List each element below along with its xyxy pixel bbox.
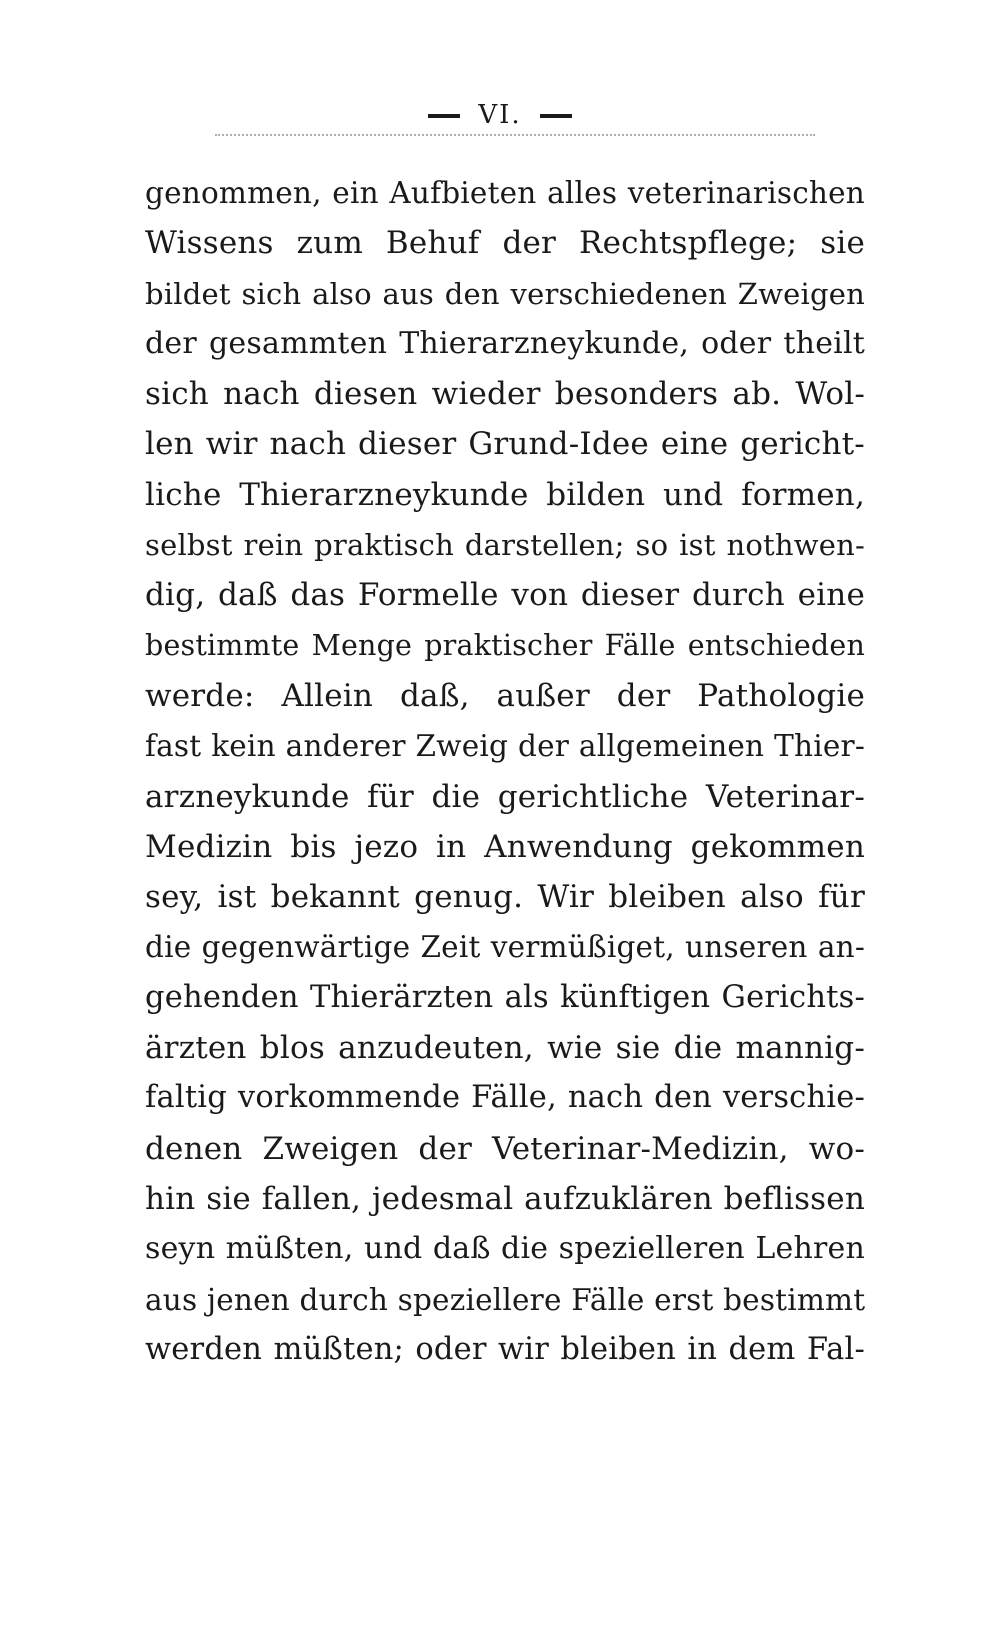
header-dash-left	[428, 114, 460, 118]
text-line: len wir nach dieser Grund-Idee eine gericht-	[145, 426, 865, 463]
text-line: sich nach diesen wieder besonders ab. Wol-	[145, 376, 865, 413]
text-line: gehenden Thierärzten als künftigen Gerichts-	[145, 979, 865, 1015]
text-line: aus jenen durch speziellere Fälle erst bestimmt	[145, 1282, 866, 1317]
text-line: genommen, ein Aufbieten alles veterinarischen	[145, 176, 865, 210]
header-rule	[215, 134, 815, 136]
text-line: faltig vorkommende Fälle, nach den verschie-	[145, 1080, 865, 1116]
text-line: hin sie fallen, jedesmal aufzuklären beflissen	[145, 1180, 865, 1217]
text-line: arzneykunde für die gerichtliche Veterinar-	[145, 778, 865, 815]
text-line: dig, daß das Formelle von dieser durch eine	[145, 577, 865, 614]
text-line: bestimmte Menge praktischer Fälle entschieden	[145, 628, 865, 662]
body-text	[145, 168, 865, 1375]
text-line: seyn müßten, und daß die spezielleren Lehren	[145, 1231, 865, 1267]
text-line: bildet sich also aus den verschiedenen Zweigen	[145, 276, 865, 311]
text-line: die gegenwärtige Zeit vermüßiget, unseren an-	[145, 930, 865, 965]
text-line: Wissens zum Behuf der Rechtspflege; sie	[145, 225, 865, 262]
header-dash-right	[540, 114, 572, 118]
text-line: denen Zweigen der Veterinar-Medizin, wo-	[145, 1130, 865, 1167]
text-line: fast kein anderer Zweig der allgemeinen Thier-	[145, 729, 865, 764]
page-number: VI.	[478, 100, 522, 130]
text-line: selbst rein praktisch darstellen; so ist nothwen-	[145, 528, 865, 563]
text-line: werden müßten; oder wir bleiben in dem Fal-	[145, 1331, 865, 1367]
text-line: Medizin bis jezo in Anwendung gekommen	[145, 828, 865, 865]
text-line: ärzten blos anzudeuten, wie sie die mannig-	[145, 1030, 865, 1067]
text-line: sey, ist bekannt genug. Wir bleiben also für	[145, 879, 865, 916]
text-line: werde: Allein daß, außer der Pathologie	[145, 677, 865, 714]
page-header	[0, 100, 1000, 130]
text-line: der gesammten Thierarzneykunde, oder theilt	[145, 325, 865, 361]
text-line: liche Thierarzneykunde bilden und formen,	[145, 476, 865, 513]
